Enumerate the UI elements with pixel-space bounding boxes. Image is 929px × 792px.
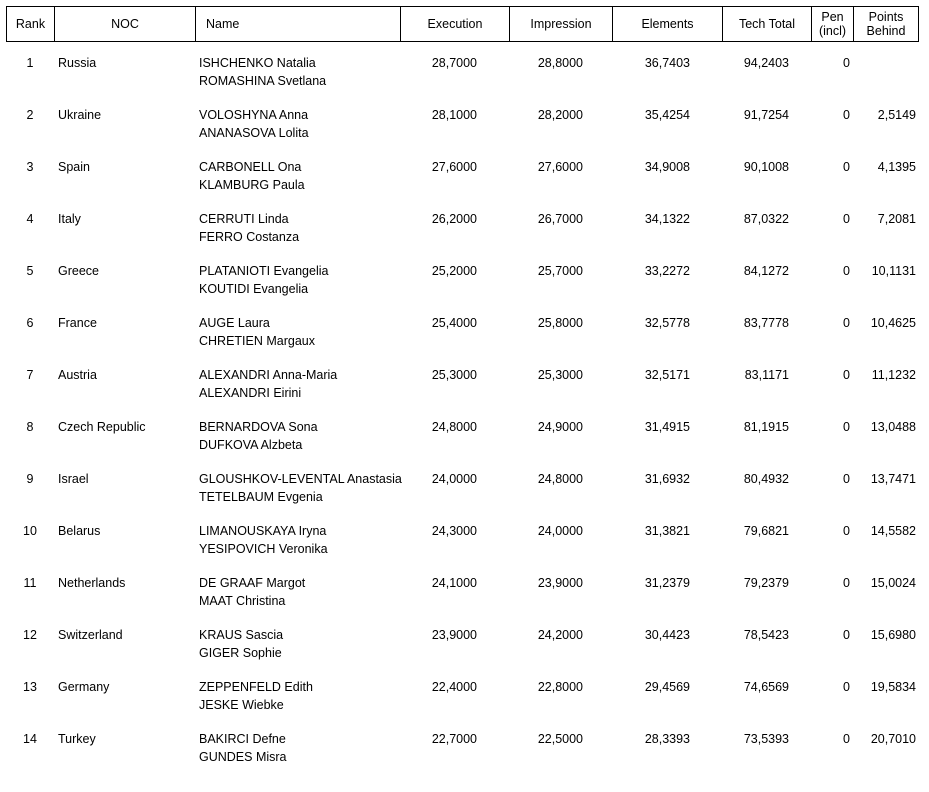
- header-impression: [509, 6, 613, 42]
- elements-cell: 31,4915: [644, 420, 690, 434]
- rank-cell: 3: [26, 160, 34, 174]
- points-behind-cell: 10,4625: [870, 316, 916, 330]
- impression-cell: 24,8000: [537, 472, 583, 486]
- impression-cell: 24,0000: [537, 524, 583, 538]
- tech-total-cell: 84,1272: [743, 264, 789, 278]
- rank-cell: 11: [23, 576, 37, 590]
- tech-total-cell: 83,7778: [743, 316, 789, 330]
- athlete-name: DUFKOVA Alzbeta: [199, 437, 303, 452]
- rank-cell: 8: [26, 420, 34, 434]
- points-behind-cell: 13,0488: [870, 420, 916, 434]
- header-points-behind-line2: Behind: [866, 24, 906, 38]
- athlete-name: JESKE Wiebke: [199, 697, 284, 712]
- rank-cell: 1: [26, 56, 34, 70]
- athlete-name: YESIPOVICH Veronika: [199, 541, 328, 556]
- athlete-name: VOLOSHYNA Anna: [199, 108, 309, 122]
- athlete-name: GUNDES Misra: [199, 749, 287, 764]
- points-behind-cell: 19,5834: [870, 680, 916, 694]
- athlete-name: CARBONELL Ona: [199, 160, 302, 174]
- rank-cell: 10: [23, 524, 37, 538]
- execution-cell: 26,2000: [431, 212, 477, 226]
- elements-cell: 30,4423: [644, 628, 690, 642]
- name-cell: [199, 575, 305, 610]
- pen-cell: 0: [843, 576, 850, 590]
- tech-total-cell: 74,6569: [743, 680, 789, 694]
- noc-cell: Belarus: [58, 524, 101, 538]
- impression-cell: 23,9000: [537, 576, 583, 590]
- header-pen: [811, 6, 854, 42]
- name-cell: [199, 679, 313, 714]
- name-cell: [199, 107, 309, 142]
- athlete-name: KOUTIDI Evangelia: [199, 281, 309, 296]
- rank-cell: 7: [26, 368, 34, 382]
- noc-cell: Russia: [58, 56, 97, 70]
- table-row: [0, 419, 929, 471]
- header-name: [195, 6, 401, 42]
- impression-cell: 24,2000: [537, 628, 583, 642]
- elements-cell: 32,5171: [644, 368, 690, 382]
- header-execution-label: Execution: [427, 17, 483, 31]
- athlete-name: BERNARDOVA Sona: [199, 420, 318, 434]
- header-name-label: Name: [206, 17, 240, 31]
- athlete-name: ROMASHINA Svetlana: [199, 73, 327, 88]
- elements-cell: 31,6932: [644, 472, 690, 486]
- tech-total-cell: 87,0322: [743, 212, 789, 226]
- execution-cell: 25,4000: [431, 316, 477, 330]
- athlete-name: ZEPPENFELD Edith: [199, 680, 313, 694]
- tech-total-cell: 80,4932: [743, 472, 789, 486]
- table-row: [0, 263, 929, 315]
- points-behind-cell: 20,7010: [870, 732, 916, 746]
- athlete-name: LIMANOUSKAYA Iryna: [199, 524, 327, 538]
- execution-cell: 28,7000: [431, 56, 477, 70]
- athlete-name: GIGER Sophie: [199, 645, 282, 660]
- header-noc: [54, 6, 196, 42]
- elements-cell: 32,5778: [644, 316, 690, 330]
- noc-cell: Spain: [58, 160, 90, 174]
- noc-cell: Turkey: [58, 732, 96, 746]
- athlete-name: ALEXANDRI Eirini: [199, 385, 302, 400]
- elements-cell: 31,2379: [644, 576, 690, 590]
- rank-cell: 2: [26, 108, 34, 122]
- points-behind-cell: 14,5582: [870, 524, 916, 538]
- impression-cell: 25,8000: [537, 316, 583, 330]
- impression-cell: 27,6000: [537, 160, 583, 174]
- athlete-name: CHRETIEN Margaux: [199, 333, 315, 348]
- impression-cell: 28,8000: [537, 56, 583, 70]
- impression-cell: 25,3000: [537, 368, 583, 382]
- athlete-name: PLATANIOTI Evangelia: [199, 264, 329, 278]
- table-row: [0, 627, 929, 679]
- points-behind-cell: 11,1232: [871, 368, 916, 382]
- athlete-name: FERRO Costanza: [199, 229, 300, 244]
- execution-cell: 28,1000: [431, 108, 477, 122]
- name-cell: [199, 367, 337, 402]
- noc-cell: Ukraine: [58, 108, 102, 122]
- execution-cell: 24,1000: [431, 576, 477, 590]
- pen-cell: 0: [843, 56, 850, 70]
- table-row: [0, 679, 929, 731]
- rank-cell: 14: [23, 732, 37, 746]
- header-tech-total-label: Tech Total: [738, 17, 796, 31]
- pen-cell: 0: [843, 108, 850, 122]
- name-cell: [199, 523, 328, 558]
- elements-cell: 29,4569: [644, 680, 690, 694]
- points-behind-cell: 15,0024: [870, 576, 916, 590]
- elements-cell: 35,4254: [644, 108, 690, 122]
- impression-cell: 26,7000: [537, 212, 583, 226]
- athlete-name: ISHCHENKO Natalia: [199, 56, 316, 70]
- points-behind-cell: 15,6980: [870, 628, 916, 642]
- execution-cell: 25,2000: [431, 264, 477, 278]
- impression-cell: 28,2000: [537, 108, 583, 122]
- elements-cell: 34,1322: [644, 212, 690, 226]
- elements-cell: 34,9008: [644, 160, 690, 174]
- points-behind-cell: 4,1395: [877, 160, 916, 174]
- name-cell: [199, 211, 299, 246]
- table-row: [0, 211, 929, 263]
- execution-cell: 25,3000: [431, 368, 477, 382]
- pen-cell: 0: [843, 264, 850, 278]
- tech-total-cell: 83,1171: [744, 368, 789, 382]
- name-cell: [199, 315, 315, 350]
- tech-total-cell: 79,6821: [743, 524, 789, 538]
- elements-cell: 31,3821: [644, 524, 690, 538]
- noc-cell: Germany: [58, 680, 110, 694]
- header-impression-label: Impression: [530, 17, 592, 31]
- execution-cell: 22,7000: [431, 732, 477, 746]
- noc-cell: Greece: [58, 264, 99, 278]
- tech-total-cell: 91,7254: [743, 108, 789, 122]
- table-row: [0, 107, 929, 159]
- impression-cell: 22,8000: [537, 680, 583, 694]
- name-cell: [199, 419, 318, 454]
- header-pen-line1: Pen: [821, 10, 844, 24]
- athlete-name: ANANASOVA Lolita: [199, 125, 309, 140]
- rank-cell: 9: [26, 472, 34, 486]
- tech-total-cell: 81,1915: [743, 420, 789, 434]
- noc-cell: France: [58, 316, 97, 330]
- points-behind-cell: 2,5149: [877, 108, 916, 122]
- execution-cell: 22,4000: [431, 680, 477, 694]
- header-elements-label: Elements: [641, 17, 694, 31]
- rank-cell: 6: [26, 316, 34, 330]
- noc-cell: Netherlands: [58, 576, 126, 590]
- table-row: [0, 367, 929, 419]
- pen-cell: 0: [843, 628, 850, 642]
- impression-cell: 22,5000: [537, 732, 583, 746]
- noc-cell: Austria: [58, 368, 97, 382]
- execution-cell: 27,6000: [431, 160, 477, 174]
- table-row: [0, 471, 929, 523]
- points-behind-cell: 10,1131: [871, 264, 916, 278]
- name-cell: [199, 471, 402, 506]
- tech-total-cell: 90,1008: [743, 160, 789, 174]
- header-points-behind: [853, 6, 919, 42]
- pen-cell: 0: [843, 472, 850, 486]
- name-cell: [199, 55, 326, 90]
- noc-cell: Italy: [58, 212, 81, 226]
- athlete-name: CERRUTI Linda: [199, 212, 289, 226]
- rank-cell: 5: [26, 264, 34, 278]
- elements-cell: 36,7403: [644, 56, 690, 70]
- tech-total-cell: 78,5423: [743, 628, 789, 642]
- athlete-name: MAAT Christina: [199, 593, 286, 608]
- rank-cell: 12: [23, 628, 37, 642]
- noc-cell: Israel: [58, 472, 89, 486]
- header-elements: [612, 6, 723, 42]
- rank-cell: 4: [26, 212, 34, 226]
- pen-cell: 0: [843, 368, 850, 382]
- pen-cell: 0: [843, 316, 850, 330]
- table-row: [0, 523, 929, 575]
- name-cell: [199, 627, 283, 662]
- name-cell: [199, 731, 287, 766]
- header-pen-line2: (incl): [818, 24, 847, 38]
- tech-total-cell: 73,5393: [743, 732, 789, 746]
- athlete-name: GLOUSHKOV-LEVENTAL Anastasia: [199, 472, 402, 486]
- points-behind-cell: 13,7471: [870, 472, 916, 486]
- execution-cell: 24,0000: [431, 472, 477, 486]
- name-cell: [199, 159, 305, 194]
- execution-cell: 24,3000: [431, 524, 477, 538]
- header-points-behind-line1: Points: [868, 10, 904, 24]
- noc-cell: Czech Republic: [58, 420, 146, 434]
- pen-cell: 0: [843, 680, 850, 694]
- execution-cell: 23,9000: [431, 628, 477, 642]
- pen-cell: 0: [843, 524, 850, 538]
- table-row: [0, 315, 929, 367]
- elements-cell: 33,2272: [644, 264, 690, 278]
- athlete-name: KLAMBURG Paula: [199, 177, 305, 192]
- header-execution: [400, 6, 510, 42]
- rank-cell: 13: [23, 680, 37, 694]
- table-row: [0, 575, 929, 627]
- tech-total-cell: 94,2403: [743, 56, 789, 70]
- header-rank-label: Rank: [15, 17, 46, 31]
- athlete-name: AUGE Laura: [199, 316, 270, 330]
- pen-cell: 0: [843, 212, 850, 226]
- header-tech-total: [722, 6, 812, 42]
- athlete-name: DE GRAAF Margot: [199, 576, 306, 590]
- pen-cell: 0: [843, 732, 850, 746]
- athlete-name: BAKIRCI Defne: [199, 732, 286, 746]
- table-row: [0, 159, 929, 211]
- impression-cell: 25,7000: [537, 264, 583, 278]
- athlete-name: KRAUS Sascia: [199, 628, 284, 642]
- table-row: [0, 55, 929, 107]
- header-rank: [6, 6, 55, 42]
- elements-cell: 28,3393: [644, 732, 690, 746]
- name-cell: [199, 263, 328, 298]
- pen-cell: 0: [843, 420, 850, 434]
- points-behind-cell: 7,2081: [877, 212, 916, 226]
- header-noc-label: NOC: [111, 17, 139, 31]
- tech-total-cell: 79,2379: [743, 576, 789, 590]
- execution-cell: 24,8000: [431, 420, 477, 434]
- athlete-name: TETELBAUM Evgenia: [199, 489, 323, 504]
- athlete-name: ALEXANDRI Anna-Maria: [199, 368, 338, 382]
- impression-cell: 24,9000: [537, 420, 583, 434]
- pen-cell: 0: [843, 160, 850, 174]
- table-row: [0, 731, 929, 783]
- noc-cell: Switzerland: [58, 628, 123, 642]
